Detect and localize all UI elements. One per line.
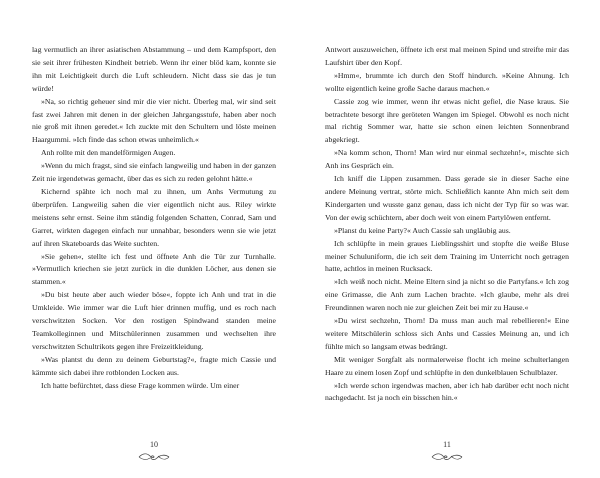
left-page xyxy=(32,44,276,430)
right-page xyxy=(325,44,569,430)
paragraph: »Du wirst sechzehn, Thorn! Da muss man auch mal rebellieren!« Eine weitere Mitschülerin schloss sich Anhs und Cassies Meinung an, und ich fühlte mich so langsam etwas bedrängt. xyxy=(325,316,569,351)
paragraph: Cassie zog wie immer, wenn ihr etwas nicht gefiel, die Nase kraus. Sie betrachtete besorgt ihre geröteten Wangen im Spiegel. Obwohl es noch nicht mal richtig Sommer war, hatte sie schon einen leichten Sonnenbrand abgekriegt. xyxy=(325,96,569,145)
flourish-ornament-icon xyxy=(325,452,569,464)
paragraph: Ich kniff die Lippen zusammen. Dass gerade sie in dieser Sache eine andere Meinung vertrat, störte mich. Schließlich kannte Ahn mich seit dem Kindergarten und wusste ganz genau, dass ich nicht der Typ für so was war. Von der ewig schüchtern, aber doch weit von einem Partylöwen entfernt. xyxy=(325,174,569,222)
paragraph: »Sie gehen«, stellte ich fest und öffnete Anh die Tür zur Turnhalle. »Vermutlich kriechen sie jetzt zurück in die dunklen Löcher, aus denen sie stammen.« xyxy=(32,251,276,287)
paragraph: »Planst du keine Party?« Auch Cassie sah ungläubig aus. xyxy=(334,225,511,235)
paragraph: »Du bist heute aber auch wieder böse«, foppte ich Anh und trat in die Umkleide. Wie immer war die Luft hier drinnen muffig, und es roch nach verschwitzten Socken. Vor den rostigen Spindwand standen meine Teamkolleginnen und Mitschülerinnen zusammen und wechselten ihre verschwitzten Schultrikots gegen ihre Freizeitkleidung. xyxy=(32,290,276,351)
flourish-ornament-icon xyxy=(32,452,276,464)
paragraph: Antwort auszuweichen, öffnete ich erst mal meinen Spind und streifte mir das Laufshirt über den Kopf. xyxy=(325,45,569,67)
right-page-text xyxy=(325,44,569,430)
paragraph: lag vermutlich an ihrer asiatischen Abstammung – und dem Kampfsport, den sie seit ihrer frühesten Kindheit betrieb. Wenn ihr einer blöd kam, konnte sie ihn mit Leichtigkeit durch die Luft schleudern. Nicht dass sie das je tun würde! xyxy=(32,45,276,93)
page-number-left: 10 xyxy=(150,440,158,449)
page-number-right: 11 xyxy=(443,440,451,449)
paragraph: Ich hatte befürchtet, dass diese Frage kommen würde. Um einer xyxy=(41,380,240,390)
paragraph: »Was plantst du denn zu deinem Geburtstag?«, fragte mich Cassie und kämmte sich dabei ihre rotblonden Locken aus. xyxy=(32,354,276,377)
paragraph: Mit weniger Sorgfalt als normalerweise flocht ich meine schulterlangen Haare zu einem losen Zopf und schlüpfte in den dunkelblauen Schulblazer. xyxy=(325,354,569,377)
paragraph: »Wenn du mich fragst, sind sie einfach langweilig und haben in der ganzen Zeit nie irgendetwas gemacht, über das es sich zu reden gelohnt hätte.« xyxy=(32,161,276,184)
left-page-text xyxy=(32,44,276,430)
paragraph: Anh rollte mit den mandelförmigen Augen. xyxy=(41,148,176,158)
paragraph: Ich schlüpfte in mein graues Lieblingsshirt und stopfte die weiße Bluse meiner Schuluniform, die ich seit dem Training im Unterricht noch getragen hatte, achtlos in meinen Rucksack. xyxy=(325,238,569,274)
paragraph: »Hmm«, brummte ich durch den Stoff hindurch. »Keine Ahnung. Ich wollte eigentlich keine große Sache daraus machen.« xyxy=(325,70,569,93)
paragraph: Kichernd spähte ich noch mal zu ihnen, um Anhs Vermutung zu überprüfen. Langweilig sahen die vier eigentlich nicht aus. Riley wirkte meistens sehr ernst. Seine ihm ständig folgenden Schatten, Conrad, Sam und Garret, wirkten dagegen einfach nur unnahbar, besonders wenn sie wie jetzt auf ihren Skateboards das Weite suchten. xyxy=(32,186,276,248)
paragraph: »Ich werde schon irgendwas machen, aber ich hab darüber echt noch nicht nachgedacht. Ist ja noch ein bisschen hin.« xyxy=(325,380,569,403)
paragraph: »Na komm schon, Thorn! Man wird nur einmal sechzehn!«, mischte sich Anh ins Gespräch ein. xyxy=(325,148,569,171)
paragraph: »Ich weiß noch nicht. Meine Eltern sind ja nicht so die Partyfans.« Ich zog eine Grimasse, die Anh zum Lachen brachte. »Ich glaube, mehr als drei Freundinnen waren noch nie zur gleichen Zeit bei mir zu Hause.« xyxy=(325,277,569,313)
paragraph: »Na, so richtig geheuer sind mir die vier nicht. Überleg mal, wir sind seit fast zwei Jahren mit denen in der gleichen Jahrgangsstufe, haben aber noch nie groß mit ihnen geredet.« Ich zuckte mit den Schultern und löste meinen Haargummi. »Ich finde das schon etwas unheimlich.« xyxy=(32,96,276,145)
